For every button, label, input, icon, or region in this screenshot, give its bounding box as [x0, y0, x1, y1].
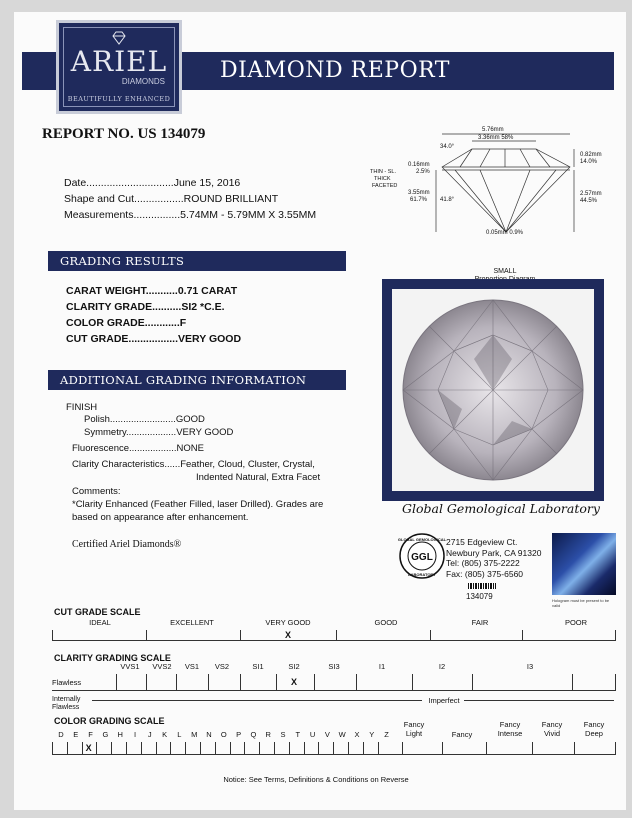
logo-sub: DIAMONDS — [121, 77, 165, 86]
svg-text:2.57mm: 2.57mm — [580, 191, 602, 197]
clarity-scale-tick — [314, 674, 315, 691]
color-letter: S — [280, 730, 286, 739]
additional-info-header: ADDITIONAL GRADING INFORMATION — [48, 370, 346, 390]
clarity-scale-tick — [176, 674, 177, 691]
clarity-scale-tick — [572, 674, 573, 691]
color-scale — [52, 720, 616, 760]
lab-address-1: 2715 Edgeview Ct. — [446, 537, 518, 547]
hologram — [552, 533, 616, 595]
clarity-scale — [52, 662, 616, 712]
svg-text:THIN - SL.: THIN - SL. — [370, 169, 396, 175]
color-letter: R — [265, 730, 271, 739]
color-letter: H — [117, 730, 123, 739]
report-title: DIAMOND REPORT — [220, 58, 450, 83]
cut-scale-label: IDEAL — [89, 618, 111, 627]
ariel-logo — [56, 20, 182, 114]
cut-scale-tick — [240, 630, 241, 641]
color-scale-tick — [111, 742, 112, 754]
svg-text:3.36mm 58%: 3.36mm 58% — [478, 135, 514, 141]
color-letter: K — [162, 730, 168, 739]
clarity-scale-label: VVS2 — [152, 662, 172, 671]
symmetry-line: Symmetry...................VERY GOOD — [84, 427, 234, 438]
color-scale-tick — [156, 742, 157, 754]
diamond-icon — [111, 31, 127, 45]
clarity-scale-line — [52, 690, 616, 691]
color-scale-tick — [82, 742, 83, 754]
color-letter: Y — [369, 730, 375, 739]
color-letter: N — [206, 730, 212, 739]
clarity-scale-tick — [116, 674, 117, 691]
barcode — [468, 583, 496, 589]
color-letter: O — [220, 730, 227, 739]
color-scale-tick — [244, 742, 245, 754]
color-scale-tick — [52, 742, 53, 754]
date-line: Date..............................June 15, 2016 — [64, 177, 241, 189]
cut-scale-label: FAIR — [471, 618, 489, 627]
color-scale-tick — [363, 742, 364, 754]
color-letter: U — [309, 730, 316, 739]
clarity-scale-label: SI2 — [288, 662, 300, 671]
clarity-scale-tick — [412, 674, 413, 691]
logo-tagline: BEAUTIFULLY ENHANCED — [67, 95, 171, 103]
color-scale-tick — [141, 742, 142, 754]
cut-scale-label: EXCELLENT — [170, 618, 214, 627]
color-scale-tick — [259, 742, 260, 754]
clarity-scale-label: I3 — [526, 662, 534, 671]
svg-text:2.5%: 2.5% — [416, 169, 430, 175]
clarity-scale-tick — [472, 674, 473, 691]
polish-line: Polish.........................GOOD — [84, 414, 205, 425]
clarity-grade: CLARITY GRADE..........SI2 *C.E. — [66, 301, 225, 313]
cut-scale-line — [52, 640, 616, 641]
clarity-scale-label: SI3 — [328, 662, 340, 671]
hologram-note: Hologram must be present to be valid — [552, 598, 610, 608]
svg-text:3.55mm: 3.55mm — [408, 190, 430, 196]
svg-text:LABORATORY: LABORATORY — [408, 572, 436, 577]
color-letter: T — [295, 730, 301, 739]
cut-scale-label: VERY GOOD — [265, 618, 311, 627]
color-scale-tick — [200, 742, 201, 754]
color-scale-title: COLOR GRADING SCALE — [54, 716, 165, 726]
clarity-scale-label: I1 — [378, 662, 386, 671]
svg-text:GLOBAL GEMOLOGICAL: GLOBAL GEMOLOGICAL — [398, 537, 446, 542]
fancy-label: Fancy Light — [403, 720, 425, 738]
flawless-label: Flawless — [52, 678, 82, 687]
diamond-photo — [392, 289, 594, 491]
color-grade-mark: X — [85, 743, 92, 753]
clarity-scale-label: VVS1 — [120, 662, 140, 671]
color-scale-tick — [274, 742, 275, 754]
color-scale-tick — [486, 742, 487, 754]
clarity-scale-label: VS1 — [184, 662, 200, 671]
color-letter: X — [354, 730, 360, 739]
lab-address-2: Newbury Park, CA 91320 — [446, 548, 542, 558]
ggl-seal — [398, 532, 446, 580]
color-scale-tick — [96, 742, 97, 754]
svg-text:61.7%: 61.7% — [410, 197, 428, 203]
lab-tel: Tel: (805) 375-2222 — [446, 558, 520, 568]
color-scale-tick — [333, 742, 334, 754]
color-letter: V — [324, 730, 330, 739]
clarity-scale-label: I2 — [438, 662, 446, 671]
notice: Notice: See Terms, Definitions & Conditions on Reverse — [223, 775, 409, 784]
report-number: REPORT NO. US 134079 — [42, 126, 206, 142]
clarity-scale-tick — [240, 674, 241, 691]
color-scale-tick — [348, 742, 349, 754]
color-letter: Q — [250, 730, 257, 739]
color-grade: COLOR GRADE............F — [66, 317, 187, 329]
svg-text:0.16mm: 0.16mm — [408, 162, 430, 168]
color-scale-tick — [289, 742, 290, 754]
color-letter: J — [147, 730, 152, 739]
clarity-scale-title: CLARITY GRADING SCALE — [54, 653, 171, 663]
cut-scale-tick — [522, 630, 523, 641]
imperfect-line-left — [92, 700, 422, 701]
clarity-scale-tick — [615, 674, 616, 691]
diamond-photo-frame — [382, 279, 604, 501]
lab-name: Global Gemological Laboratory — [402, 501, 600, 516]
color-scale-tick — [126, 742, 127, 754]
color-scale-tick — [215, 742, 216, 754]
barcode-number: 134079 — [466, 592, 493, 601]
color-letter: P — [236, 730, 242, 739]
cut-scale-label: POOR — [564, 618, 588, 627]
color-scale-tick — [170, 742, 171, 754]
cut-grade: CUT GRADE.................VERY GOOD — [66, 333, 242, 345]
color-letter: G — [102, 730, 109, 739]
clarity-scale-tick — [276, 674, 277, 691]
fancy-label: Fancy Intense — [497, 720, 523, 738]
lab-fax: Fax: (805) 375-6560 — [446, 569, 524, 579]
color-scale-line — [52, 754, 616, 755]
svg-text:0.05mm 0.9%: 0.05mm 0.9% — [486, 230, 524, 236]
proportion-caption: SMALL — [493, 268, 517, 275]
svg-text:5.76mm: 5.76mm — [482, 127, 504, 133]
clarity-scale-tick — [208, 674, 209, 691]
svg-text:34.0°: 34.0° — [440, 144, 455, 150]
color-scale-tick — [574, 742, 575, 754]
svg-text:14.0%: 14.0% — [580, 159, 598, 165]
cut-scale-tick — [430, 630, 431, 641]
clarity-characteristics: Clarity Characteristics......Feather, Cloud, Cluster, Crystal, — [72, 459, 315, 470]
color-letter: F — [88, 730, 93, 739]
imperfect-label: Imperfect — [428, 696, 460, 705]
internally-flawless-2: Flawless — [52, 704, 80, 711]
cut-scale-tick — [52, 630, 53, 641]
color-letter: I — [133, 730, 137, 739]
comments-line-2: based on appearance after enhancement. — [72, 512, 249, 523]
shape-line: Shape and Cut.................ROUND BRILLIANT — [64, 193, 279, 205]
color-scale-tick — [378, 742, 379, 754]
svg-text:44.5%: 44.5% — [580, 198, 598, 204]
color-scale-tick — [532, 742, 533, 754]
color-scale-tick — [615, 742, 616, 754]
clarity-grade-mark: X — [291, 677, 298, 687]
cut-scale — [52, 618, 616, 646]
color-scale-tick — [402, 742, 403, 754]
cut-grade-mark: X — [285, 630, 292, 640]
cut-scale-tick — [615, 630, 616, 641]
color-letter: E — [73, 730, 79, 739]
color-letter: M — [191, 730, 198, 739]
clarity-scale-label: SI1 — [252, 662, 264, 671]
clarity-characteristics-cont: Indented Natural, Extra Facet — [196, 472, 321, 483]
svg-text:THICK: THICK — [374, 176, 391, 182]
cut-scale-tick — [336, 630, 337, 641]
color-scale-tick — [67, 742, 68, 754]
fancy-label: Fancy — [451, 730, 473, 739]
svg-text:FACETED: FACETED — [372, 183, 398, 189]
cut-scale-label: GOOD — [374, 618, 398, 627]
clarity-scale-label: VS2 — [214, 662, 230, 671]
color-scale-tick — [185, 742, 186, 754]
color-letter: Z — [384, 730, 389, 739]
proportion-diagram — [360, 122, 620, 240]
fancy-label: Fancy Deep — [583, 720, 605, 738]
certified-text: Certified Ariel Diamonds® — [72, 539, 182, 550]
comments-label: Comments: — [72, 486, 121, 497]
measurements-line: Measurements................5.74MM - 5.79MM X 3.55MM — [64, 209, 317, 221]
internally-flawless-1: Internally — [52, 696, 81, 703]
finish-label: FINISH — [66, 402, 98, 413]
comments-line-1: *Clarity Enhanced (Feather Filled, laser Drilled). Grades are — [72, 499, 324, 510]
svg-text:0.82mm: 0.82mm — [580, 152, 602, 158]
color-scale-tick — [304, 742, 305, 754]
fancy-label: Fancy Vivid — [541, 720, 563, 738]
cut-scale-tick — [146, 630, 147, 641]
color-scale-tick — [318, 742, 319, 754]
clarity-scale-tick — [146, 674, 147, 691]
color-scale-tick — [230, 742, 231, 754]
color-letter: D — [58, 730, 64, 739]
color-letter: W — [338, 730, 346, 739]
fluorescence-line: Fluorescence..................NONE — [72, 443, 204, 454]
color-letter: L — [177, 730, 182, 739]
clarity-scale-tick — [356, 674, 357, 691]
svg-text:41.8°: 41.8° — [440, 197, 455, 203]
color-scale-tick — [442, 742, 443, 754]
svg-text:GGL: GGL — [411, 552, 433, 563]
grading-results-header: GRADING RESULTS — [48, 251, 346, 271]
imperfect-line-right — [464, 700, 614, 701]
logo-name: ARIEL — [70, 45, 168, 78]
carat-weight: CARAT WEIGHT...........0.71 CARAT — [66, 285, 238, 297]
cut-scale-title: CUT GRADE SCALE — [54, 607, 141, 617]
